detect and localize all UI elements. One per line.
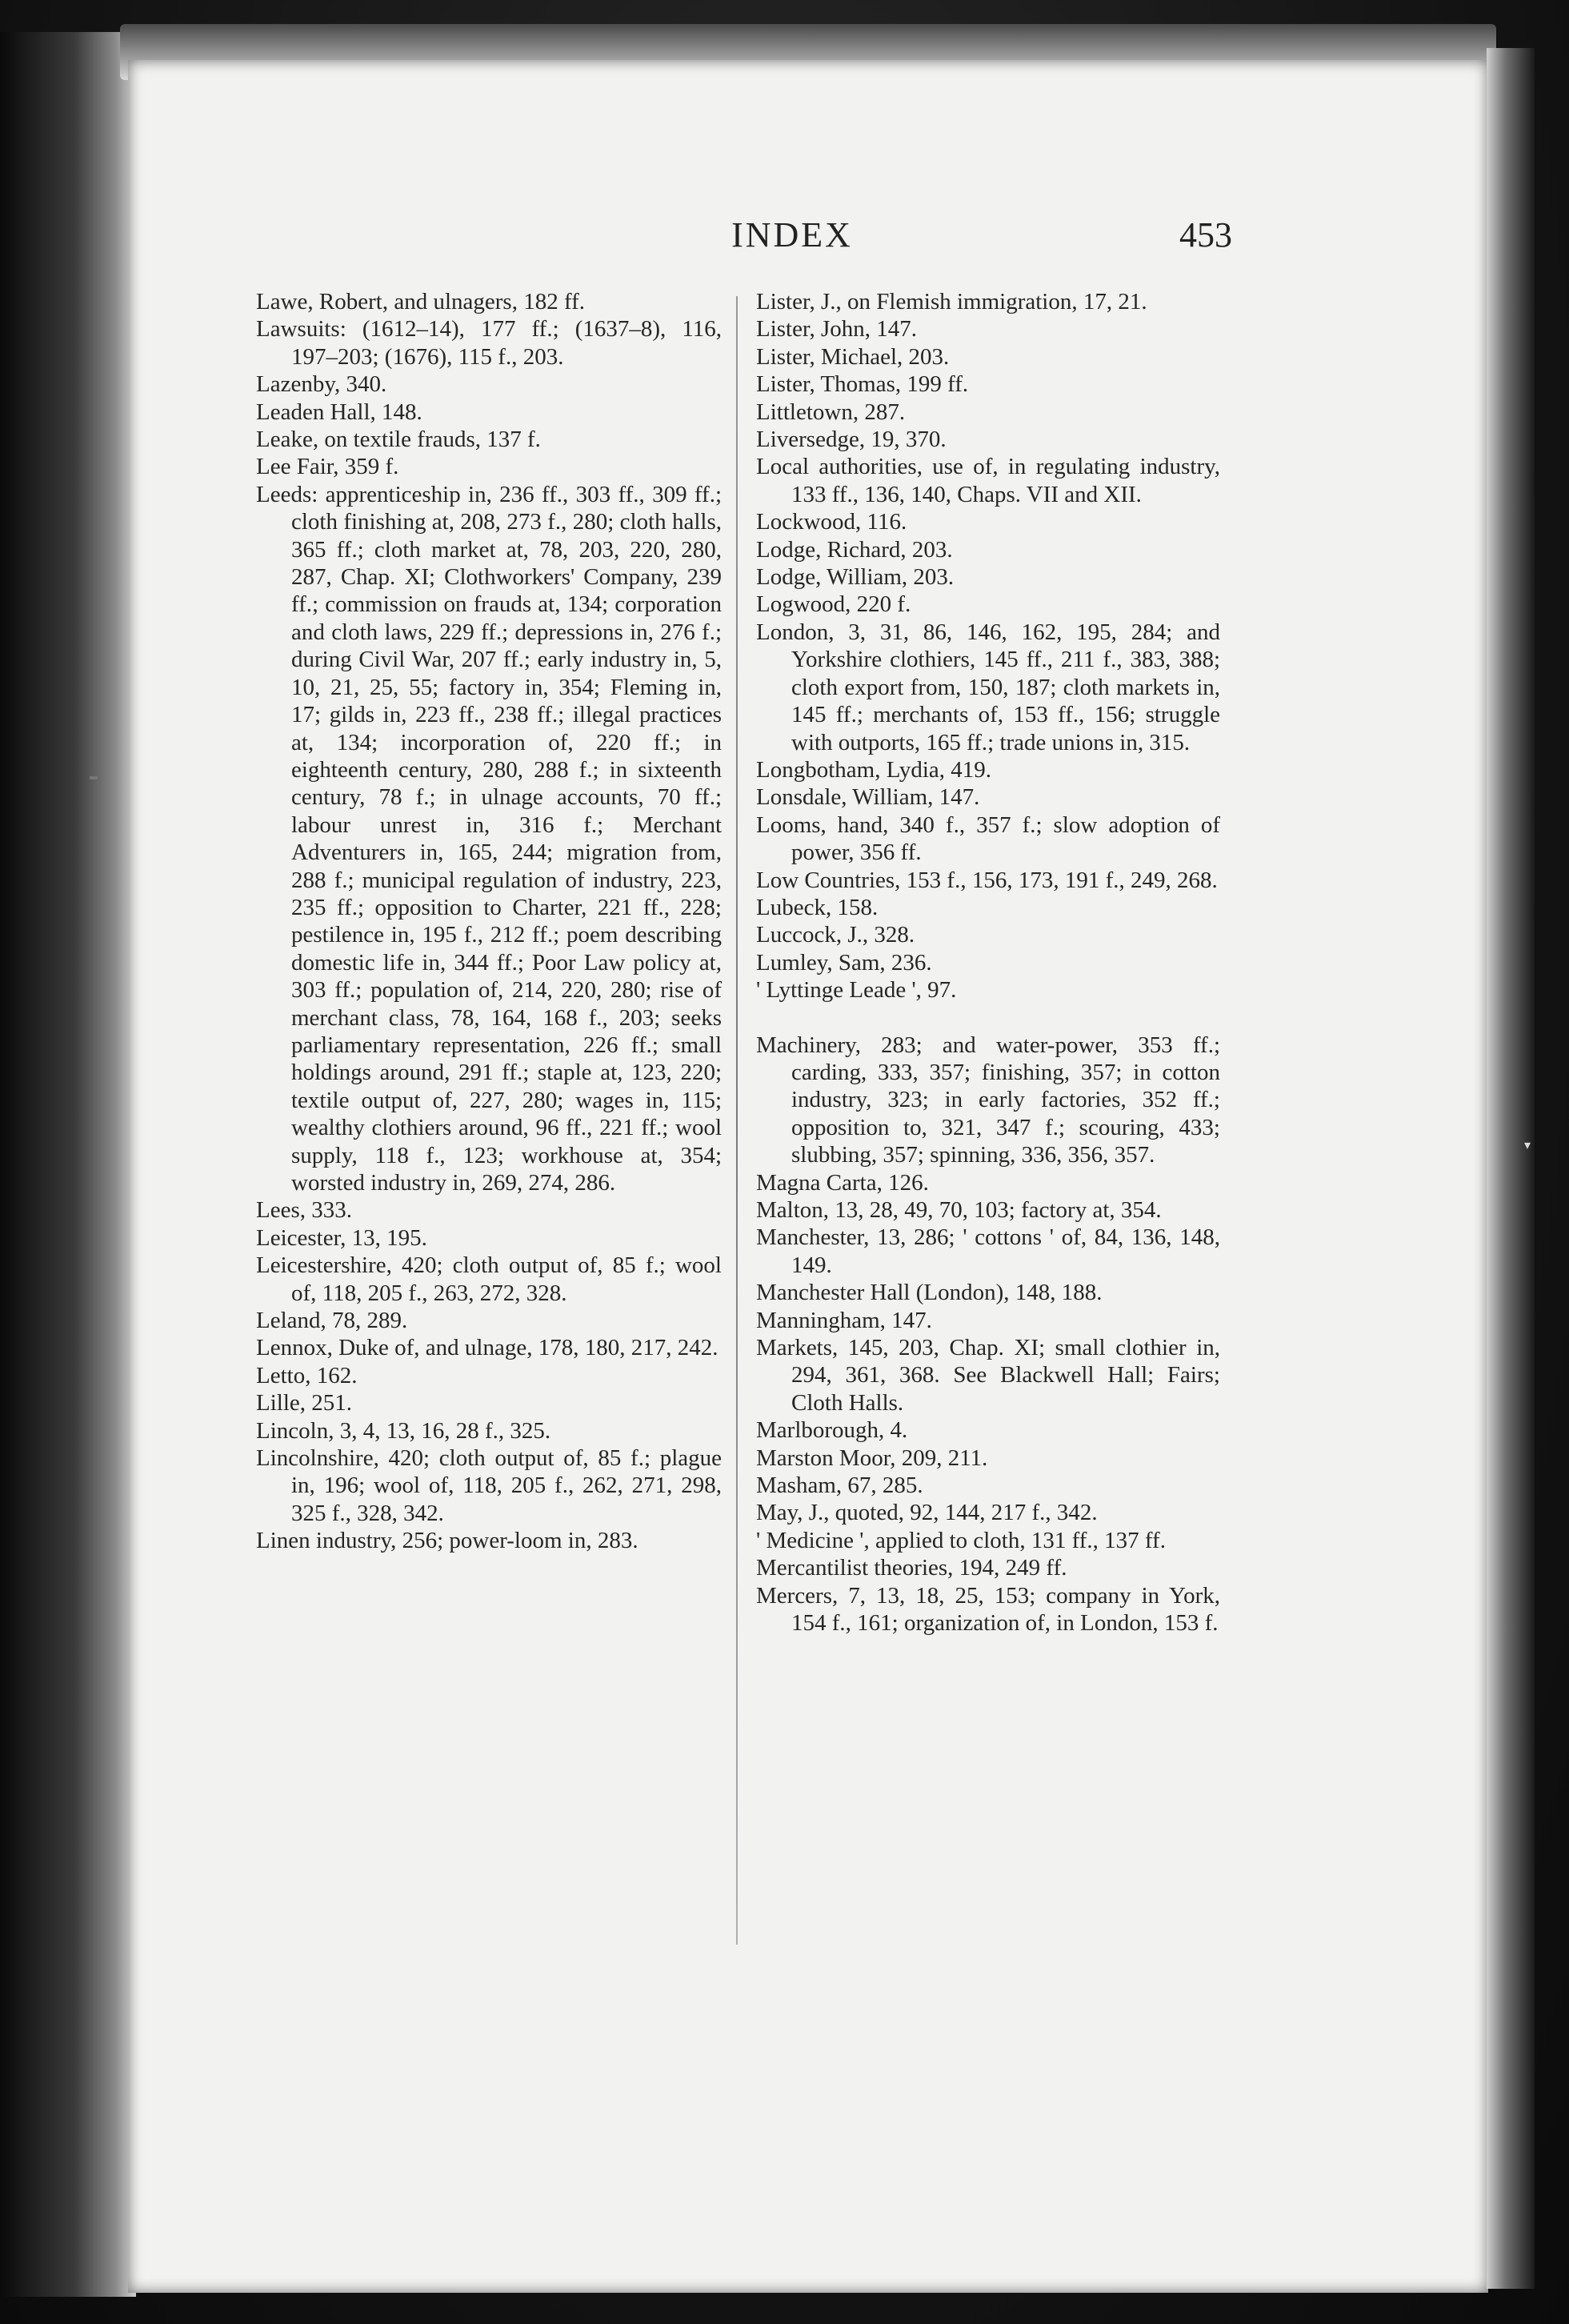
index-entry: Longbotham, Lydia, 419.: [756, 756, 991, 783]
index-entry: Leicestershire, 420; cloth output of, 85 f.; wool of, 118, 205 f., 263, 272, 328.: [256, 1252, 722, 1306]
index-entry: Logwood, 220 f.: [756, 591, 911, 618]
index-entry: ' Medicine ', applied to cloth, 131 ff., 137 ff.: [756, 1527, 1166, 1553]
index-entry: Littletown, 287.: [756, 399, 906, 425]
index-entry: Lister, Michael, 203.: [756, 343, 950, 370]
index-entry: Lee Fair, 359 f.: [256, 454, 399, 480]
index-entry: Magna Carta, 126.: [756, 1169, 929, 1196]
column-divider: [736, 296, 738, 1945]
index-entry: Letto, 162.: [256, 1362, 358, 1388]
index-entry: Manchester Hall (London), 148, 188.: [756, 1280, 1103, 1306]
index-entry: Lonsdale, William, 147.: [756, 784, 980, 811]
index-entry: Lodge, Richard, 203.: [756, 536, 953, 563]
index-entry: Malton, 13, 28, 49, 70, 103; factory at, 354.: [756, 1197, 1162, 1223]
index-entry: Luccock, J., 328.: [756, 922, 915, 948]
index-entry: Lubeck, 158.: [756, 894, 879, 920]
index-entry: Lister, J., on Flemish immigration, 17, 21.: [756, 289, 1147, 315]
index-entry: Lille, 251.: [256, 1390, 353, 1416]
page-right-edge: [1487, 48, 1535, 2289]
index-entry: Leake, on textile frauds, 137 f.: [256, 427, 541, 453]
page-number: 453: [1179, 215, 1232, 254]
index-entry: Lockwood, 116.: [756, 509, 907, 535]
index-entry: Lincoln, 3, 4, 13, 16, 28 f., 325.: [256, 1417, 551, 1444]
index-entry: Machinery, 283; and water-power, 353 ff.; carding, 333, 357; finishing, 357; in cotton industry, 323; in early factories, 352 ff.; opposition to, 321, 347 f.; scouring, 433; slubbing, 357; spinning, 336, 356, 357.: [756, 1032, 1220, 1168]
book-spine-edge: [0, 32, 136, 2297]
index-entry: Manchester, 13, 286; ' cottons ' of, 84, 136, 148, 149.: [756, 1224, 1220, 1278]
index-entry: Lazenby, 340.: [256, 371, 387, 398]
index-entry: Local authorities, use of, in regulating industry, 133 ff., 136, 140, Chaps. VII and XII.: [756, 454, 1220, 507]
index-entry: Leeds: apprenticeship in, 236 ff., 303 ff., 309 ff.; cloth finishing at, 208, 273 f., 280; cloth halls, 365 ff.; cloth market at, 78, 203, 220, 280, 287, Chap. XI; Clothworkers' Company, 239 ff.; commission on frauds at, 134; corporation and cloth laws, 229 ff.; depressions in, 276 f.; during Civil War, 207 ff.; early industry in, 5, 10, 21, 25, 55; factory in, 354; Fleming in, 17; gilds in, 223 ff., 238 ff.; illegal practices at, 134; incorporation of, 220 ff.; in eighteenth century, 280, 288 f.; in sixteenth century, 78 f.; in ulnage accounts, 70 ff.; labour unrest in, 316 f.; Merchant Adventurers in, 165, 244; migration from, 288 f.; municipal regulation of industry, 223, 235 ff.; opposition to Charter, 221 ff., 228; pestilence in, 195 f., 212 ff.; poem describing domestic life in, 344 ff.; Poor Law policy at, 303 ff.; population of, 214, 220, 280; rise of merchant class, 78, 164, 168 f., 203; seeks parliamentary representation, 226 ff.; small holdings around, 291 ff.; staple at, 123, 220; textile output of, 227, 280; wages in, 115; wealthy clothiers around, 96 ff., 221 ff.; wool supply, 118 f., 123; workhouse at, 354; worsted industry in, 269, 274, 286.: [256, 481, 722, 1196]
index-entry: Looms, hand, 340 f., 357 f.; slow adoption of power, 356 ff.: [756, 811, 1220, 866]
index-entry: ' Lyttinge Leade ', 97.: [756, 977, 957, 1004]
index-entry: Leicester, 13, 195.: [256, 1224, 427, 1251]
index-entry: Marston Moor, 209, 211.: [756, 1444, 988, 1471]
index-column-right: [756, 288, 1220, 1637]
index-entry: Lees, 333.: [256, 1197, 352, 1224]
margin-mark: [90, 776, 98, 779]
index-entry: Lennox, Duke of, and ulnage, 178, 180, 217, 242.: [256, 1335, 718, 1361]
index-entry: Lister, John, 147.: [756, 316, 918, 343]
index-entry: Lawsuits: (1612–14), 177 ff.; (1637–8), 116, 197–203; (1676), 115 f., 203.: [256, 316, 722, 370]
index-entry: Leaden Hall, 148.: [256, 399, 422, 425]
index-entry: London, 3, 31, 86, 146, 162, 195, 284; and Yorkshire clothiers, 145 ff., 211 f., 383, 388; cloth export from, 150, 187; cloth markets in, 145 ff.; merchants of, 153 ff., 156; struggle with outports, 165 ff.; trade unions in, 315.: [756, 619, 1220, 755]
running-head-title: INDEX: [731, 215, 853, 254]
index-entry: Lincolnshire, 420; cloth output of, 85 f.; plague in, 196; wool of, 118, 205 f., 262, 271, 298, 325 f., 328, 342.: [256, 1445, 722, 1526]
index-entry: Mercers, 7, 13, 18, 25, 153; company in York, 154 f., 161; organization of, in London, 153 f.: [756, 1582, 1220, 1637]
index-column-left: [256, 288, 722, 1555]
index-entry: Lister, Thomas, 199 ff.: [756, 371, 969, 398]
index-entry: Lawe, Robert, and ulnagers, 182 ff.: [256, 289, 585, 315]
index-entry: Low Countries, 153 f., 156, 173, 191 f., 249, 268.: [756, 867, 1218, 893]
index-entry: Manningham, 147.: [756, 1307, 932, 1333]
index-entry: Leland, 78, 289.: [256, 1308, 408, 1334]
index-entry: Markets, 145, 203, Chap. XI; small clothier in, 294, 361, 368. See Blackwell Hall; Fairs; Cloth Halls.: [756, 1335, 1220, 1416]
index-entry: May, J., quoted, 92, 144, 217 f., 342.: [756, 1500, 1098, 1526]
index-entry: Lumley, Sam, 236.: [756, 949, 932, 976]
index-entry: Marlborough, 4.: [756, 1417, 908, 1444]
index-entry: Mercantilist theories, 194, 249 ff.: [756, 1555, 1067, 1581]
index-entry: Lodge, William, 203.: [756, 564, 955, 591]
index-entry: Linen industry, 256; power-loom in, 283.: [256, 1528, 638, 1554]
edge-mark: ▾: [1524, 1139, 1531, 1152]
index-entry: Masham, 67, 285.: [756, 1473, 923, 1499]
index-entry: Liversedge, 19, 370.: [756, 427, 947, 453]
